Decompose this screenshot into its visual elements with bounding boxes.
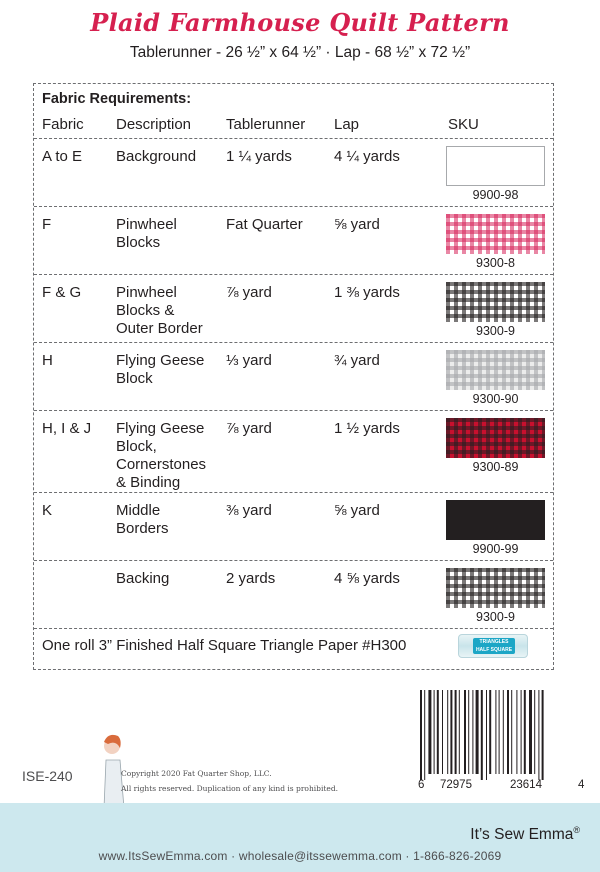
copyright-line-2: All rights reserved. Duplication of any kind is prohibited. <box>121 784 339 793</box>
barcode <box>416 690 586 788</box>
fabric-requirements-panel <box>33 83 554 670</box>
tablerunner-cell: ⅓ yard <box>226 352 272 369</box>
fabric-swatch-pink-gingham <box>446 214 545 254</box>
barcode-digits-right: 23614 <box>510 779 542 791</box>
lap-cell: ¾ yard <box>334 352 380 369</box>
description-cell: Background <box>116 148 197 165</box>
col-tablerunner: Tablerunner <box>226 116 306 133</box>
table-row <box>34 138 553 206</box>
notions-row <box>34 628 553 669</box>
table-row <box>34 560 553 628</box>
lap-cell: 1 ⅜ yards <box>334 284 400 301</box>
tablerunner-cell: 2 yards <box>226 570 276 587</box>
table-row <box>34 274 553 342</box>
description-cell: Pinwheel Blocks & Outer Border <box>116 284 203 337</box>
col-fabric: Fabric <box>42 116 84 133</box>
fabric-cell: F & G <box>42 284 82 301</box>
sku-cell: 9900-99 <box>472 542 519 556</box>
triangle-paper-note: One roll 3” Finished Half Square Triangle Paper #H300 <box>42 637 407 654</box>
fabric-cell: K <box>42 502 53 519</box>
copyright-line-1: Copyright 2020 Fat Quarter Shop, LLC. <box>121 769 272 778</box>
tablerunner-cell: ⅜ yard <box>226 502 272 519</box>
brand-text: It’s Sew Emma <box>470 826 574 844</box>
lap-cell: ⅝ yard <box>334 502 380 519</box>
roll-label: TRIANGLES HALF SQUARE <box>473 638 515 654</box>
fabric-cell: A to E <box>42 148 83 165</box>
col-description: Description <box>116 116 192 133</box>
lap-cell: 4 ⅝ yards <box>334 570 400 587</box>
pattern-title: Plaid Farmhouse Quilt Pattern <box>90 8 510 37</box>
sku-cell: 9900-98 <box>472 188 519 202</box>
col-lap: Lap <box>334 116 360 133</box>
brand-name <box>470 825 580 844</box>
contact-info: www.ItsSewEmma.com · wholesale@itssewemma.com · 1-866-826-2069 <box>98 849 502 863</box>
fabric-cell: H, I & J <box>42 420 92 437</box>
triangle-paper-roll-image <box>458 634 528 658</box>
barcode-digits-left: 72975 <box>440 779 472 791</box>
description-cell: Backing <box>116 570 170 587</box>
table-row <box>34 206 553 274</box>
lap-cell: 4 ¼ yards <box>334 148 400 165</box>
sku-cell: 9300-90 <box>472 392 519 406</box>
fabric-swatch-black-gingham <box>446 282 545 322</box>
tablerunner-cell: ⅞ yard <box>226 284 272 301</box>
barcode-digit-first: 6 <box>418 779 425 791</box>
sku-cell: 9300-8 <box>476 256 515 270</box>
lap-cell: 1 ½ yards <box>334 420 400 437</box>
description-cell: Flying Geese Block <box>116 352 205 387</box>
fabric-swatch-gray-gingham <box>446 350 545 390</box>
description-cell: Pinwheel Blocks <box>116 216 177 251</box>
pattern-sizes: Tablerunner - 26 ½” x 64 ½” · Lap - 68 ½” x 72 ½” <box>129 44 471 61</box>
fabric-swatch-red-black-gingham <box>446 418 545 458</box>
sku-cell: 9300-89 <box>472 460 519 474</box>
fabric-cell: F <box>42 216 52 233</box>
table-row <box>34 410 553 492</box>
copyright <box>121 766 338 796</box>
table-row <box>34 342 553 410</box>
description-cell: Flying Geese Block, Cornerstones & Binding <box>116 420 207 491</box>
barcode-digit-last: 4 <box>578 779 585 791</box>
pattern-code: ISE-240 <box>22 768 73 784</box>
description-cell: Middle Borders <box>116 502 169 537</box>
fabric-swatch-white <box>446 146 545 186</box>
requirements-heading: Fabric Requirements: <box>42 91 192 107</box>
fabric-swatch-black-gingham <box>446 568 545 608</box>
table-row <box>34 492 553 560</box>
fabric-cell: H <box>42 352 53 369</box>
tablerunner-cell: Fat Quarter <box>226 216 303 233</box>
col-sku: SKU <box>448 116 479 133</box>
registered-mark: ® <box>573 825 580 835</box>
sku-cell: 9300-9 <box>476 610 515 624</box>
sku-cell: 9300-9 <box>476 324 515 338</box>
lap-cell: ⅝ yard <box>334 216 380 233</box>
fabric-swatch-solid-black <box>446 500 545 540</box>
tablerunner-cell: ⅞ yard <box>226 420 272 437</box>
tablerunner-cell: 1 ¼ yards <box>226 148 292 165</box>
